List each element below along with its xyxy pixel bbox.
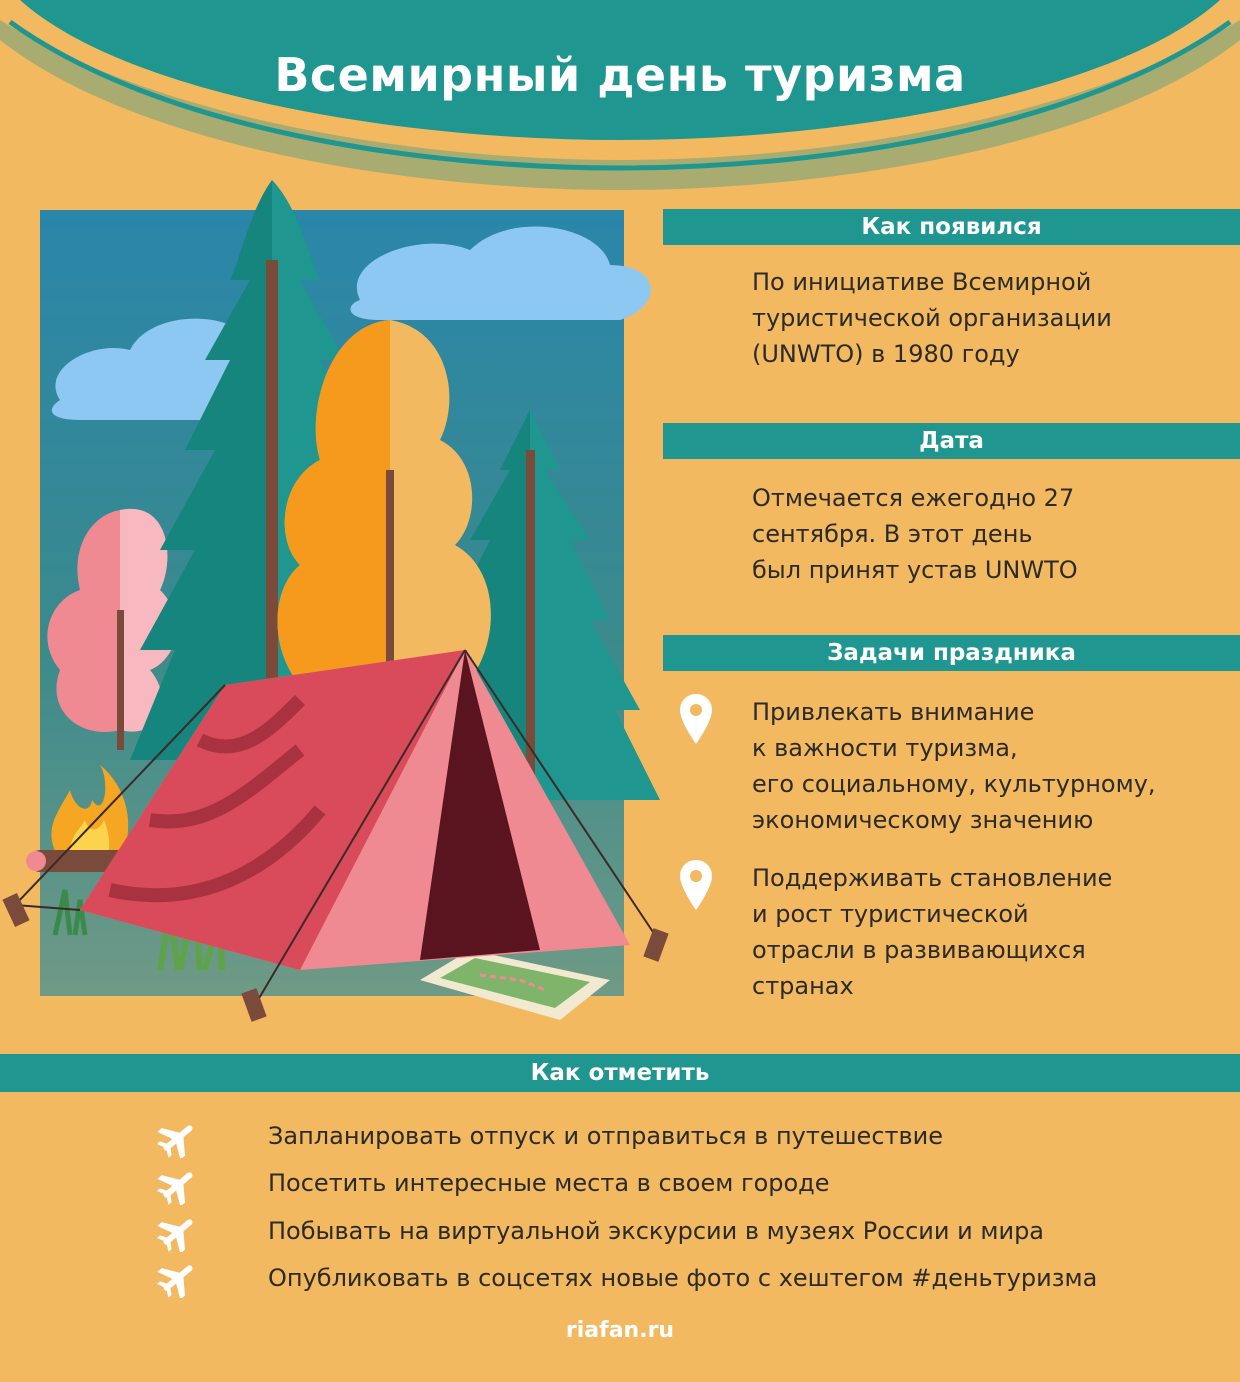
- airplane-icon: [156, 1212, 200, 1252]
- airplane-icon: [156, 1258, 200, 1298]
- camping-illustration: [0, 170, 680, 1040]
- tent-peg: [643, 928, 668, 962]
- section-heading-origin: Как появился: [663, 209, 1240, 245]
- goal-item: Привлекать внимание к важности туризма, его социальному, культурному, экономическому значению: [752, 698, 1156, 834]
- map-pin-icon: [678, 692, 714, 746]
- celebrate-item: Посетить интересные места в своем городе: [268, 1169, 830, 1197]
- source-credit: riafan.ru: [565, 1318, 675, 1343]
- section-heading-celebrate: Как отметить: [0, 1054, 1240, 1092]
- goal-item: Поддерживать становление и рост туристической отрасли в развивающихся странах: [752, 864, 1113, 1000]
- section-heading-date: Дата: [663, 423, 1240, 459]
- celebrate-item: Побывать на виртуальной экскурсии в музеях России и мира: [268, 1217, 1045, 1245]
- map-pin-icon: [678, 858, 714, 912]
- date-text: Отмечается ежегодно 27 сентября. В этот день был принят устав UNWTO: [752, 484, 1078, 584]
- celebrate-item: Опубликовать в соцсетях новые фото с хештегом #деньтуризма: [268, 1264, 1098, 1292]
- page-title: Всемирный день туризма: [274, 48, 966, 102]
- section-heading-goals: Задачи праздника: [663, 635, 1240, 671]
- tent-peg: [2, 893, 29, 927]
- celebrate-item: Запланировать отпуск и отправиться в путешествие: [268, 1122, 943, 1150]
- airplane-icon: [156, 1165, 200, 1205]
- airplane-icon: [156, 1118, 200, 1158]
- origin-text: По инициативе Всемирной туристической организации (UNWTO) в 1980 году: [752, 268, 1112, 368]
